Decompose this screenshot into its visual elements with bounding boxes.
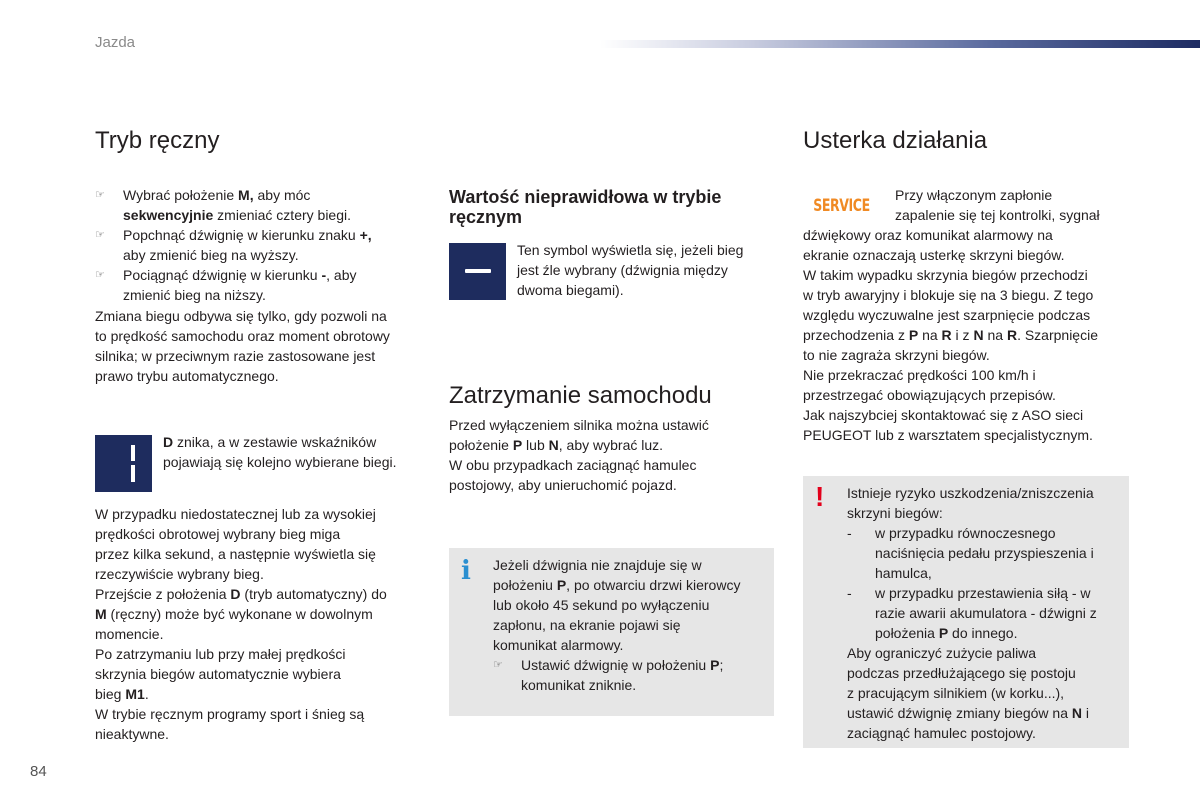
text: bieg [95,686,126,702]
text-line: Jeżeli dźwignia nie znajduje się w [493,557,702,573]
text-line: w tryb awaryjny i blokuje się na 3 biegu. Z tego [803,287,1094,303]
text-line: Ten symbol wyświetla się, jeżeli bieg [517,242,744,258]
info-text [493,555,773,695]
info-steps [493,655,773,695]
text-bold: P [938,625,949,641]
text-line: postojowy, aby unieruchomić pojazd. [449,477,677,493]
text-bold: +, [359,227,372,243]
text: położenia [875,625,939,641]
text: ; [719,657,724,673]
text: (tryb automatyczny) do [240,586,387,602]
text-line: W obu przypadkach zaciągnąć hamulec [449,457,697,473]
text-line: dwoma biegami). [517,282,624,298]
list-item [847,523,1127,583]
text: aby zmienić bieg na wyższy. [123,247,299,263]
text-bold: - [321,267,327,283]
text-line: W przypadku niedostatecznej lub za wysokiej [95,506,376,522]
text: Ustawić dźwignię w położeniu [521,657,711,673]
text-line [95,684,435,704]
text-bold: M1 [125,686,145,702]
text-bold: N [548,437,559,453]
text-bold: D [163,434,174,450]
info-note [449,548,774,716]
subtitle-invalid-value [449,187,779,227]
text-line: jest źle wybrany (dźwignia między [517,262,728,278]
text-line: przestrzegać obowiązujących przepisów. [803,387,1056,403]
text-line: skrzyni biegów: [847,505,943,521]
text-line [449,435,779,455]
text-line: Zmiana biegu odbywa się tylko, gdy pozwoli na [95,308,387,324]
text-line: dźwiękowy oraz komunikat alarmowy na [803,227,1053,243]
warning-note [803,476,1129,748]
pointing-hand-icon: ☞ [493,659,503,671]
text: na [983,327,1007,343]
text-line: Nie przekraczać prędkości 100 km/h i [803,367,1036,383]
text-line: to prędkość samochodu oraz moment obrotowy [95,328,390,344]
text-line: hamulca, [875,565,932,581]
pointing-hand-icon: ☞ [95,229,105,241]
paragraph-gear-change [95,306,435,386]
text-line [95,584,435,604]
gear-display-icon [95,435,152,492]
list-item [493,655,773,695]
paragraph-speed [95,504,435,744]
text-line [803,325,1143,345]
text: i z [951,327,974,343]
text-line: komunikat alarmowy. [493,637,624,653]
list-item [95,265,435,305]
text-line: w przypadku przestawienia siłą - w [875,585,1091,601]
warning-icon: ! [815,481,825,512]
text: i [1082,705,1090,721]
pointing-hand-icon: ☞ [95,269,105,281]
text-line: Istnieje ryzyko uszkodzenia/zniszczenia [847,485,1094,501]
text-bold: R [941,327,952,343]
text: Wybrać położenie [123,187,239,203]
text-line: zapalenie się tej kontrolki, sygnał [895,207,1100,223]
text-line: skrzynia biegów automatycznie wybiera [95,666,341,682]
text: na [918,327,942,343]
list-item [95,225,435,265]
pointing-hand-icon: ☞ [95,189,105,201]
text: znika, a w zestawie wskaźników [173,434,377,450]
warning-list [847,523,1127,643]
gear-error-icon [449,243,506,300]
text: . [144,686,149,702]
stopping-paragraph [449,415,779,495]
text: . Szarpnięcie [1017,327,1098,343]
text-line: silnika; w przeciwnym razie zastosowane jest [95,348,376,364]
text-line: ręcznym [449,207,523,227]
text-line: W trybie ręcznym programy sport i śnieg są [95,706,365,722]
text: , po otwarciu drzwi kierowcy [566,577,741,593]
info-icon: i [461,556,471,586]
manual-mode-steps [95,185,435,305]
text-line: PEUGEOT lub z warsztatem specjalistycznym. [803,427,1093,443]
text-line: to nie zagraża skrzyni biegów. [803,347,990,363]
text-bold: M [95,606,107,622]
text-line: zaciągnąć hamulec postojowy. [847,725,1036,741]
text-bold: P [908,327,919,343]
service-intro [895,185,1135,225]
text-line: razie awarii akumulatora - dźwigni z [875,605,1097,621]
text-line: momencie. [95,626,164,642]
text-line: rzeczywiście wybrany bieg. [95,566,264,582]
list-item [847,583,1127,643]
title-malfunction: Usterka działania [803,127,988,154]
text: przechodzenia z [803,327,909,343]
text: (ręczny) może być wykonane w dowolnym [106,606,373,622]
text-line: W takim wypadku skrzynia biegów przechodzi [803,267,1088,283]
text-line: z pracującym silnikiem (w korku...), [847,685,1065,701]
text: aby móc [253,187,311,203]
text: Popchnąć dźwignię w kierunku znaku [123,227,360,243]
text-line: Przed wyłączeniem silnika można ustawić [449,417,709,433]
text-bold: D [230,586,241,602]
title-manual-mode: Tryb ręczny [95,127,220,154]
title-stopping-vehicle: Zatrzymanie samochodu [449,382,712,409]
text-bold: P [710,657,720,673]
header-bar [600,40,1200,48]
symbol-description [517,240,777,300]
text: , aby [326,267,357,283]
text-bold: N [973,327,984,343]
text-line: Aby ograniczyć zużycie paliwa [847,645,1037,661]
text: Pociągnąć dźwignię w kierunku [123,267,322,283]
text-bold: R [1006,327,1018,343]
section-label: Jazda [95,34,136,51]
dash-marker: - [847,525,852,541]
text: lub [522,437,549,453]
text-line [493,575,773,595]
display-description [163,432,433,472]
text-line: względu wyczuwalne jest szarpnięcie podczas [803,307,1091,323]
dash-marker: - [847,585,852,601]
text: , aby wybrać luz. [558,437,664,453]
text-bold: N [1071,705,1083,721]
text-line: prędkości obrotowej wybrany bieg miga [95,526,341,542]
text-line: ekranie oznaczają usterkę skrzyni biegów. [803,247,1065,263]
text: pojawiają się kolejno wybierane biegi. [163,454,397,470]
text-line: prawo trybu automatycznego. [95,368,279,384]
text: położeniu [493,577,557,593]
text-line: Jak najszybciej skontaktować się z ASO sieci [803,407,1084,423]
service-label: SERVICE [812,196,870,216]
text-line: Przy włączonym zapłonie [895,187,1053,203]
text-line: naciśnięcia pedału przyspieszenia i [875,545,1094,561]
text-line: Wartość nieprawidłowa w trybie [449,187,722,207]
text: zmieniać cztery biegi. [213,207,351,223]
text: zmienić bieg na niższy. [123,287,266,303]
page-number: 84 [30,763,47,780]
text-line: przez kilka sekund, a następnie wyświetla się [95,546,376,562]
list-item [95,185,435,225]
text: ustawić dźwignię zmiany biegów na [847,705,1072,721]
text: do innego. [948,625,1018,641]
text-line: nieaktywne. [95,726,169,742]
text: Przejście z położenia [95,586,231,602]
text: komunikat zniknie. [521,677,637,693]
text-bold: M, [238,187,254,203]
text-line [847,703,1127,723]
service-warning-icon [806,193,876,219]
text-line: podczas przedłużającego się postoju [847,665,1076,681]
text: położenie [449,437,513,453]
malfunction-body [803,225,1143,445]
text-line: Po zatrzymaniu lub przy małej prędkości [95,646,346,662]
warning-text [847,483,1127,743]
text-line [875,623,1127,643]
text-line: w przypadku równoczesnego [875,525,1056,541]
text-bold: P [556,577,567,593]
text-line [95,604,435,624]
text-bold: P [512,437,523,453]
text-line: lub około 45 sekund po wyłączeniu [493,597,710,613]
text-bold: sekwencyjnie [123,207,214,223]
text-line: zapłonu, na ekranie pojawi się [493,617,681,633]
